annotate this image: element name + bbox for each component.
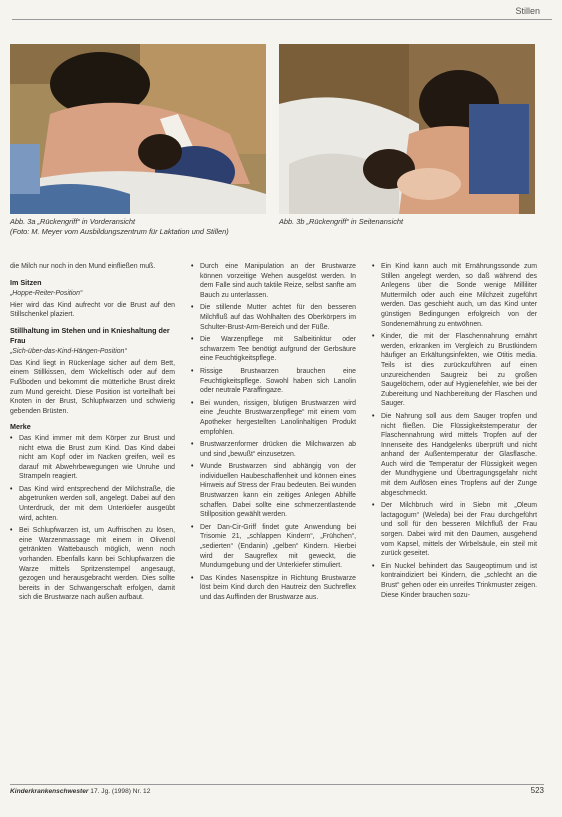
list-item: • Kinder, die mit der Flaschennahrung ernährt werden, erkranken im Vergleich zu Brustkindern häufiger an Erkältungsinfekten, wie Otitis media. Teils ist dies zurückzuführen auf einen unzureichenden Saugreiz bei zu großen Saugelöchern, oder auf Hygienefehler, wie bei der Zubereitung und Nachbereitung der Flaschen und Sauger.	[372, 332, 537, 409]
photo-front-view	[10, 44, 266, 214]
list-item: • Der Milchbruch wird in Siebn mit „Oleum lactagogum“ (Weleda) bei der Frau durchgeführt und soll für den besseren Milchfluß der Frau sorgen. Dabei wird mit den Daumen, ausgehend vom Kapsel, mittels der Wirbelsäule, ein steil mit zurück geseitet.	[372, 501, 537, 559]
list-item: • Brustwarzenformer drücken die Milchwarzen ab und sind „bewußt“ einzusetzen.	[191, 440, 356, 459]
caption-a-credit: (Foto: M. Meyer vom Ausbildungszentrum für Laktation und Stillen)	[10, 226, 229, 236]
page-number: 523	[530, 786, 544, 795]
list-item: • Der Dan-Cir-Griff findet gute Anwendung bei Trisomie 21, „schlappen Kindern“, „Frühchen“, „sedierten“ (Endanin) „gelben“ Kindern. Hierbei wird der Saugreflex mit geweckt, die Mundumgebung und der Unterkiefer stimuliert.	[191, 523, 356, 571]
heading-im-sitzen: Im Sitzen	[10, 277, 42, 287]
list-item: • Das Kind immer mit dem Körper zur Brust und nicht etwa die Brust zum Kind. Das Kind dabei nicht am Kopf oder im Nacken greifen, weil es darauf mit Abwehrbewegungen wie Unruhe und Strampeln reagiert.	[10, 434, 175, 482]
header-rule	[12, 19, 552, 20]
column-3	[372, 262, 537, 603]
footer-journal	[10, 788, 150, 795]
list-item: • Das Kindes Nasenspitze in Richtung Brustwarze löst beim Kind durch den Hautreiz den Suchreflex und das Auffinden der Brustwarze aus.	[191, 574, 356, 603]
col1-intro: die Milch nur noch in den Mund einfließen muß.	[10, 263, 156, 270]
heading-merke: Merke	[10, 422, 31, 432]
journal-issue: 17. Jg. (1998) Nr. 12	[90, 788, 151, 795]
col2-list	[191, 262, 356, 603]
heading-stillhaltung-stehen: Stillhaltung im Stehen und in Knieshaltung der Frau	[10, 325, 170, 345]
list-item: • Wunde Brustwarzen sind abhängig von der individuellen Haubeschaffenheit und können eines Hinweis auf Stress der Frau bedeuten. Bei wunden Brustwarzen kann ein zeitiges Anlegen Abhilfe schaffen. Dabei sollte eine schmerzentlastende Stillposition gewählt werden.	[191, 462, 356, 520]
caption-b: Abb. 3b „Rückengriff“ in Seitenansicht	[279, 217, 404, 226]
list-item: • Ein Nuckel behindert das Saugeoptimum und ist kontraindiziert bei Kindern, die „schlecht an die Brust“ gehen oder ein unreifes Trinkmuster zeigen. Diese Kinder brauchen sozu-	[372, 562, 537, 600]
list-item: • Die Nahrung soll aus dem Sauger tropfen und nicht fließen. Die Flüssigkeitstemperatur der Flaschennahrung wird mittels Tropfen auf der Innenseite des Handgelenks überprüft und nicht anhand der Außentemperatur der Glasflasche. Auch wird die Temperatur der Flüssigkeit wegen der Mundhygiene und Übertragungsgefahr nicht mit dem Auflösen eines Tropfens auf der Zunge abgeschmeckt.	[372, 412, 537, 498]
col3-list	[372, 262, 537, 600]
journal-name: Kinderkrankenschwester	[10, 788, 89, 795]
list-item: • Die Warzenpflege mit Salbeitinktur oder schwarzem Tee benötigt aufgrund der Gerbsäure eine Feuchtigkeitspflege.	[191, 335, 356, 364]
list-item: • Bei Schlupfwarzen ist, um Auffrischen zu lösen, eine Warzenmassage mit einem in Olivenöl getränkten Wattebausch möglich, wenn noch vorhanden. Ebenfalls kann bei Schlupfwarzen die Warze mittels Spritzenstempel angesaugt, gezogen und herausgebracht werden. Dies sollte bereits in der Schwangerschaft erfolgen, damit sich die Brustwarze nach außen aufbaut.	[10, 526, 175, 603]
column-2	[191, 262, 356, 606]
footer-rule	[10, 784, 544, 785]
photo-side-view	[279, 44, 535, 214]
subheading-haengen-position: „Sich-über-das-Kind-Hängen-Position“	[10, 348, 127, 356]
column-1	[10, 262, 175, 606]
subheading-hoppe-reiter: „Hoppe-Reiter-Position“	[10, 290, 83, 298]
list-item: • Bei wunden, rissigen, blutigen Brustwarzen wird eine „feuchte Brustwarzenpflege“ mit einem vom Apotheker hergestellten Lanolinhaltigen Produkt empfohlen.	[191, 399, 356, 437]
section-label: Stillen	[515, 6, 540, 16]
list-item: • Durch eine Manipulation an der Brustwarze können vorzeitige Wehen ausgelöst werden. In dem Falle sind auch taktile Reize, selbst sanfte am Bauch zu unterlassen.	[191, 262, 356, 300]
list-item: • Ein Kind kann auch mit Ernährungssonde zum Stillen angelegt werden, so daß während des Anlegens über die Sonde wenige Milliliter Muttermilch oder auch eine Milchzeit zugeführt werden. Das geschieht auch, um das Kind unter günstigen Bedingungen erfolgreich von der Sondenernährung zu entwöhnen.	[372, 262, 537, 329]
list-item: • Die stillende Mutter achtet für den besseren Milchfluß auf das Wohlhalten des Oberkörpers im Schulter-Brust-Arm-Bereich und der Füße.	[191, 303, 356, 332]
caption-a-title: Abb. 3a „Rückengriff“ in Vorderansicht	[10, 217, 136, 226]
list-item: • Rissige Brustwarzen brauchen eine Feuchtigkeitspflege. Sowohl haben sich Lanolin oder neutrale Paraffingaze.	[191, 367, 356, 396]
col1-paragraph-2: Das Kind liegt in Rückenlage sicher auf dem Bett, einem Stillkissen, dem Wickeltisch oder auf dem Fußboden und bekommt die mütterliche Brust direkt zum Mund gereicht. Diese Position ist vorteilhaft bei Knoten in der Brust, Schlupfwarzen und schwierig gebenden Brüsten.	[10, 359, 175, 415]
merke-list	[10, 434, 175, 603]
list-item: • Das Kind wird entsprechend der Milchstraße, die abgetrunken werden soll, angelegt. Dabei auf den Unterdruck, der mit dem Unterkiefer ausgeübt wird, achten.	[10, 485, 175, 523]
col1-paragraph-1: Hier wird das Kind aufrecht vor die Brust auf den Stillschenkel plaziert.	[10, 301, 175, 319]
caption-a	[10, 217, 275, 236]
